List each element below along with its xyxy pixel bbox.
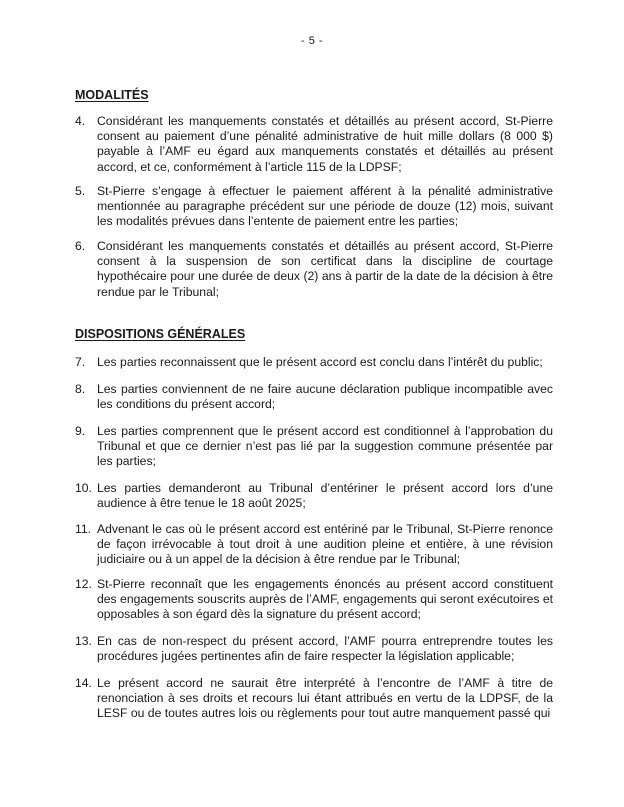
- page-number: - 5 -: [300, 35, 324, 47]
- paragraph-4: [75, 114, 553, 175]
- paragraph-text: St-Pierre s’engage à effectuer le paiement afférent à la pénalité administrative mentionnée au paragraphe précédent sur une période de douze (12) mois, suivant les modalités prévues dans l’entente de paiement entre les parties;: [97, 184, 553, 229]
- paragraph-6: [75, 239, 553, 300]
- paragraph-13: [75, 634, 553, 664]
- paragraph-text: Considérant les manquements constatés et détaillés au présent accord, St-Pierre consent à la suspension de son certificat dans la discipline de courtage hypothécaire pour une durée de deux (2) ans à partir de la date de la décision à être rendue par le Tribunal;: [97, 239, 553, 299]
- paragraph-10: [75, 481, 553, 511]
- paragraph-12: [75, 577, 553, 623]
- section-heading-dispositions: DISPOSITIONS GÉNÉRALES: [75, 327, 246, 341]
- section-heading-modalites: MODALITÉS: [75, 88, 149, 102]
- paragraph-text: Le présent accord ne saurait être interprété à l’encontre de l’AMF à titre de renonciation à ses droits et recours lui étant attribués en vertu de la LDPSF, de la LESF ou de toutes autres lois ou règlements pour tout autre manquement passé qui: [97, 676, 553, 721]
- paragraph-9: [75, 424, 553, 470]
- paragraph-text: Considérant les manquements constatés et détaillés au présent accord, St-Pierre consent au paiement d’une pénalité administrative de huit mille dollars (8 000 $) payable à l’AMF eu égard aux manquements constatés et détaillés au présent accord, et ce, conformément à l’article 115 de la LDPSF;: [97, 114, 553, 174]
- paragraph-number: 11.: [75, 522, 92, 536]
- paragraph-text: En cas de non-respect du présent accord, l’AMF pourra entreprendre toutes les procédures jugées pertinentes afin de faire respecter la législation applicable;: [97, 634, 553, 664]
- paragraph-number: 4.: [75, 114, 86, 128]
- paragraph-number: 12.: [75, 577, 92, 591]
- paragraph-number: 6.: [75, 239, 86, 253]
- paragraph-8: [75, 382, 553, 412]
- paragraph-text: Les parties reconnaissent que le présent accord est conclu dans l’intérêt du public;: [97, 355, 543, 369]
- paragraph-text: Les parties comprennent que le présent accord est conditionnel à l’approbation du Tribunal et que ce dernier n’est pas lié par la suggestion commune présentée par les parties;: [97, 424, 553, 469]
- paragraph-number: 8.: [75, 382, 86, 396]
- paragraph-14: [75, 676, 553, 722]
- paragraph-text: Les parties conviennent de ne faire aucune déclaration publique incompatible avec les conditions du présent accord;: [97, 382, 553, 412]
- paragraph-11: [75, 522, 553, 568]
- paragraph-7: [75, 355, 553, 370]
- paragraph-number: 9.: [75, 424, 86, 438]
- paragraph-number: 10.: [75, 481, 92, 495]
- paragraph-text: Advenant le cas où le présent accord est entériné par le Tribunal, St-Pierre renonce de façon irrévocable à tout droit à une audition pleine et entière, à une révision judiciaire ou à un appel de la décision à être rendue par le Tribunal;: [97, 522, 553, 567]
- paragraph-number: 7.: [75, 355, 86, 369]
- paragraph-5: [75, 184, 553, 230]
- paragraph-number: 5.: [75, 184, 86, 198]
- paragraph-text: St-Pierre reconnaît que les engagements énoncés au présent accord constituent des engagements souscrits auprès de l’AMF, engagements qui seront exécutoires et opposables à son égard dès la signature du présent accord;: [97, 577, 553, 622]
- paragraph-number: 13.: [75, 634, 92, 648]
- paragraph-number: 14.: [75, 676, 92, 690]
- paragraph-text: Les parties demanderont au Tribunal d’entériner le présent accord lors d’une audience à être tenue le 18 août 2025;: [97, 481, 553, 511]
